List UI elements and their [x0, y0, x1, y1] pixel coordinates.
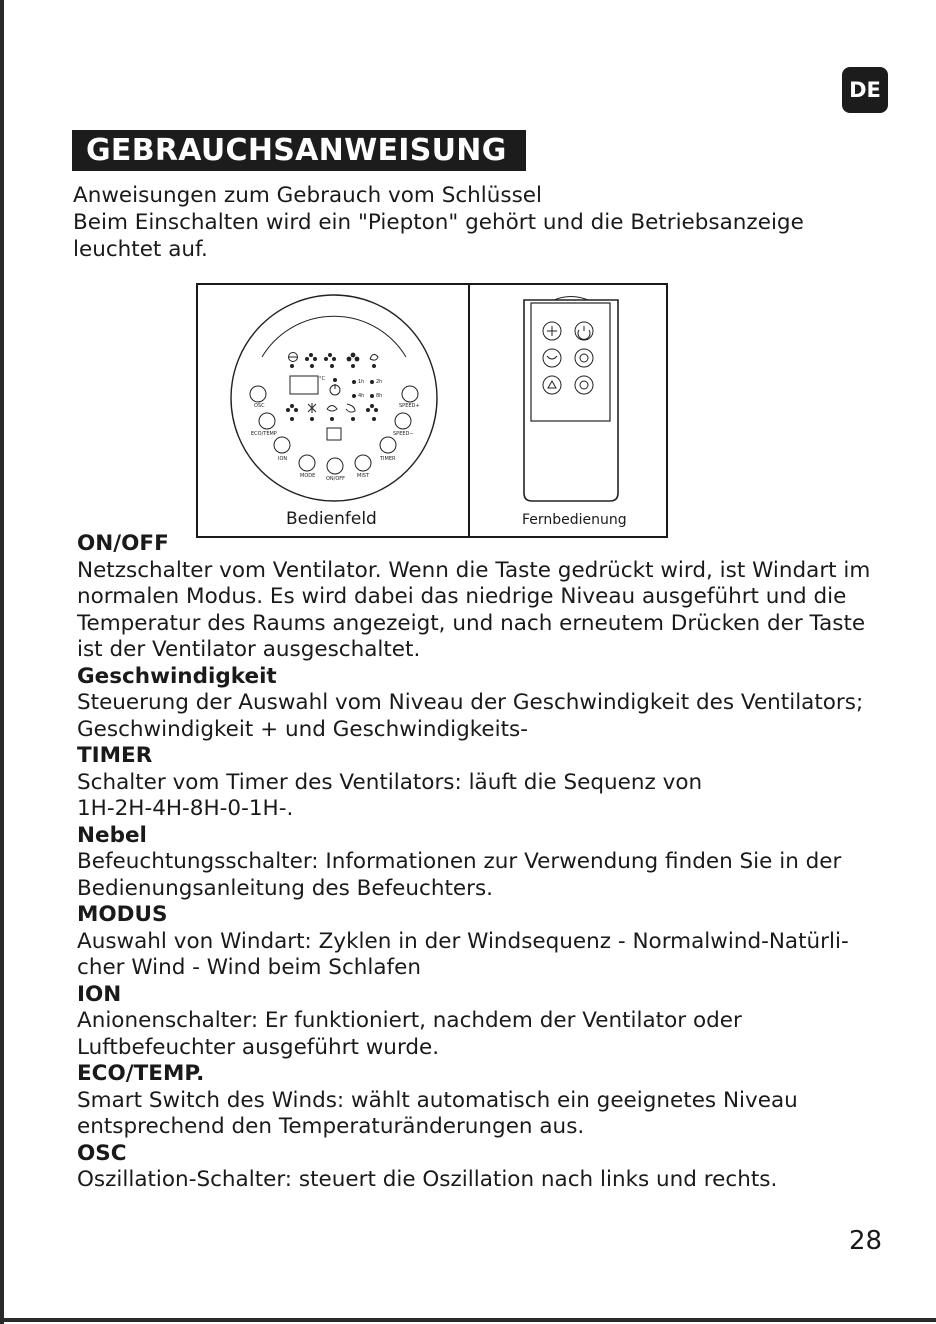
section-text: Geschwindigkeit + und Geschwindigkeits-	[77, 716, 528, 742]
intro-line: Anweisungen zum Gebrauch vom Schlüssel	[73, 183, 543, 208]
panel-caption: Bedienfeld	[286, 509, 377, 529]
control-figure	[196, 283, 668, 538]
section-osc	[77, 1141, 877, 1194]
section-timer	[77, 743, 877, 823]
speed-plus-label: SPEED+	[399, 403, 420, 409]
page-number: 28	[849, 1226, 883, 1256]
control-panel-diagram	[196, 283, 468, 508]
page-edge-bottom	[0, 1318, 936, 1322]
ion-label: ION	[278, 456, 288, 462]
intro-line: Beim Einschalten wird ein "Piepton" gehört und die Betriebsanzeige	[73, 210, 804, 235]
section-text: Bedienungsanleitung des Befeuchters.	[77, 875, 493, 901]
section-mist	[77, 823, 877, 903]
instructions-content	[77, 531, 877, 1194]
page-title: GEBRAUCHSANWEISUNG	[86, 133, 507, 168]
timer-label: TIMER	[380, 456, 396, 462]
intro-text	[73, 182, 873, 263]
section-heading: TIMER	[77, 743, 153, 768]
section-heading: ECO/TEMP.	[77, 1061, 205, 1086]
section-heading: Nebel	[77, 822, 147, 848]
section-mode	[77, 902, 877, 982]
section-heading: Geschwindigkeit	[77, 663, 277, 689]
intro-line: leuchtet auf.	[73, 237, 208, 262]
section-text: Luftbefeuchter ausgeführt wurde.	[77, 1034, 440, 1060]
section-text: Befeuchtungsschalter: Informationen zur Verwendung finden Sie in der	[77, 849, 842, 874]
mist-label: MIST	[357, 473, 370, 479]
celsius-label: °C	[319, 376, 325, 382]
remote-caption: Fernbedienung	[522, 512, 627, 528]
section-text: Netzschalter vom Ventilator. Wenn die Taste gedrückt wird, ist Windart im	[77, 557, 871, 583]
language-badge: DE	[842, 67, 888, 113]
on-off-label: ON/OFF	[326, 476, 346, 482]
section-text: 1H-2H-4H-8H-0-1H-.	[77, 796, 294, 821]
section-speed	[77, 664, 877, 744]
section-eco-temp	[77, 1061, 877, 1141]
section-text: cher Wind - Wind beim Schlafen	[77, 955, 421, 980]
timer-1h-label: 1h	[358, 379, 365, 385]
section-text: Temperatur des Raums angezeigt, und nach erneutem Drücken der Taste	[77, 610, 866, 636]
remote-control-diagram	[468, 283, 668, 508]
timer-8h-label: 8h	[376, 393, 383, 399]
section-heading: MODUS	[77, 902, 168, 927]
osc-label: OSC	[254, 403, 265, 409]
section-on-off	[77, 531, 877, 664]
section-text: entsprechend den Temperaturänderungen aus.	[77, 1114, 585, 1139]
section-heading: ION	[77, 981, 122, 1007]
section-ion	[77, 982, 877, 1062]
section-text: normalen Modus. Es wird dabei das niedrige Niveau ausgeführt und die	[77, 584, 847, 609]
section-heading: ON/OFF	[77, 531, 169, 556]
timer-2h-label: 2h	[376, 379, 383, 385]
section-text: Smart Switch des Winds: wählt automatisch ein geeignetes Niveau	[77, 1087, 798, 1113]
section-text: Auswahl von Windart: Zyklen in der Windsequenz - Normalwind-Natürli-	[77, 928, 849, 954]
speed-minus-label: SPEED−	[393, 431, 414, 437]
section-heading: OSC	[77, 1140, 127, 1166]
section-text: Steuerung der Auswahl vom Niveau der Geschwindigkeit des Ventilators;	[77, 690, 864, 715]
eco-temp-label: ECO/TEMP	[251, 431, 277, 437]
mode-label: MODE	[300, 473, 316, 479]
timer-4h-label: 4h	[358, 393, 365, 399]
section-text: Oszillation-Schalter: steuert die Oszillation nach links und rechts.	[77, 1167, 778, 1192]
section-text: Anionenschalter: Er funktioniert, nachdem der Ventilator oder	[77, 1008, 742, 1033]
page-edge-left	[0, 0, 4, 1324]
section-text: Schalter vom Timer des Ventilators: läuft die Sequenz von	[77, 769, 703, 795]
section-text: ist der Ventilator ausgeschaltet.	[77, 637, 421, 662]
